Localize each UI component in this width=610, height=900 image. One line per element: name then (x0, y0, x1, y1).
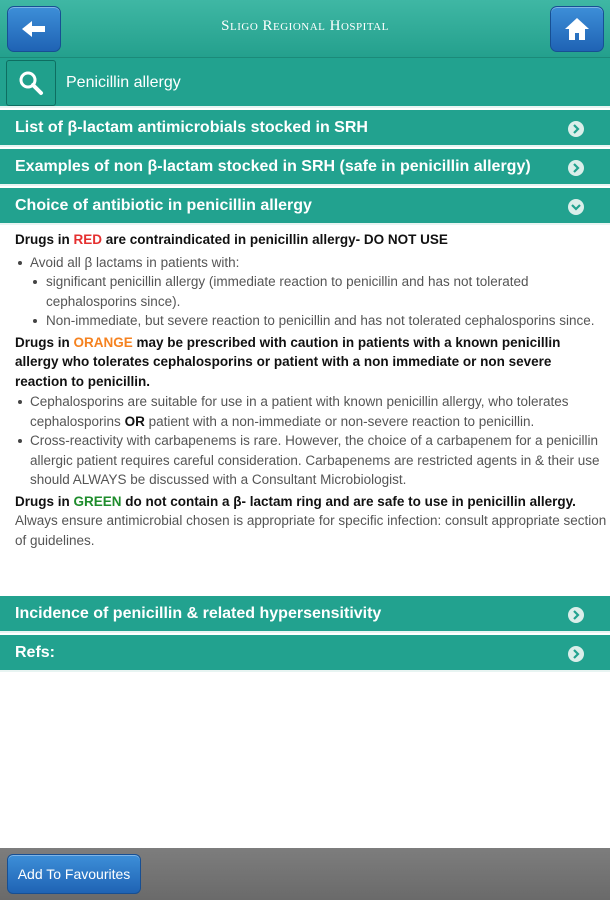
list-item: Cross-reactivity with carbapenems is rare. However, the choice of a carbapenem for a penicillin allergic patient requires careful consideration. Carbapenems are restricted agents in & their use should ALWAYS be discussed with a Consultant Microbiologist. (30, 431, 607, 490)
footer-bar (0, 848, 610, 900)
section-label: Refs: (15, 644, 56, 661)
section-non-beta-lactam[interactable] (0, 149, 610, 186)
chevron-down-icon (568, 199, 584, 215)
green-paragraph: Drugs in GREEN do not contain a β- lactam ring and are safe to use in penicillin allergy. Always ensure antimicrobial chosen is appropriate for specific infection: consult appropriate section of guidelines. (15, 493, 607, 548)
section-label: Examples of non β-lactam stocked in SRH (safe in penicillin allergy) (15, 158, 531, 175)
search-query[interactable]: Penicillin allergy (66, 74, 181, 91)
home-icon (564, 17, 590, 41)
section-label: Choice of antibiotic in penicillin allergy (15, 197, 312, 214)
back-button[interactable] (7, 6, 61, 52)
section-content (15, 230, 607, 550)
red-heading: Drugs in RED are contraindicated in penicillin allergy- DO NOT USE (15, 232, 448, 247)
list-item: Non-immediate, but severe reaction to penicillin and has not tolerated cephalosporins since. (46, 311, 607, 331)
chevron-right-icon (568, 121, 584, 137)
section-label: List of β-lactam antimicrobials stocked in SRH (15, 119, 368, 136)
page-title: Sligo Regional Hospital (221, 18, 389, 34)
list-item: Cephalosporins are suitable for use in a patient with known penicillin allergy, who tolerates cephalosporins OR patient with a non-immediate or non-severe reaction to penicillin. (30, 392, 607, 431)
search-row (0, 58, 610, 108)
app-header (0, 0, 610, 58)
add-to-favourites-button[interactable]: Add To Favourites (7, 854, 141, 894)
section-refs[interactable] (0, 635, 610, 672)
home-button[interactable] (550, 6, 604, 52)
list-item: significant penicillin allergy (immediate reaction to penicillin and has not tolerated cephalosporins since). (46, 272, 607, 311)
chevron-right-icon (568, 160, 584, 176)
section-label: Incidence of penicillin & related hypersensitivity (15, 605, 382, 622)
section-incidence-hypersensitivity[interactable] (0, 596, 610, 633)
orange-heading: Drugs in ORANGE may be prescribed with caution in patients with a known penicillin allergy who tolerates cephalosporins or patient with a non immediate or non severe reaction to penicillin. (15, 334, 561, 389)
back-arrow-icon (21, 19, 47, 39)
chevron-right-icon (568, 607, 584, 623)
chevron-right-icon (568, 646, 584, 662)
list-item: Avoid all β lactams in patients with: significant penicillin allergy (immediate reaction to penicillin and has not tolerated cephalosporins since). Non-immediate, but severe reaction to penicillin and has not tolerated cephalosporins since. (30, 253, 607, 331)
search-button[interactable] (6, 60, 56, 106)
section-choice-of-antibiotic[interactable] (0, 188, 610, 225)
search-icon (18, 70, 44, 96)
section-beta-lactam-list[interactable] (0, 110, 610, 147)
